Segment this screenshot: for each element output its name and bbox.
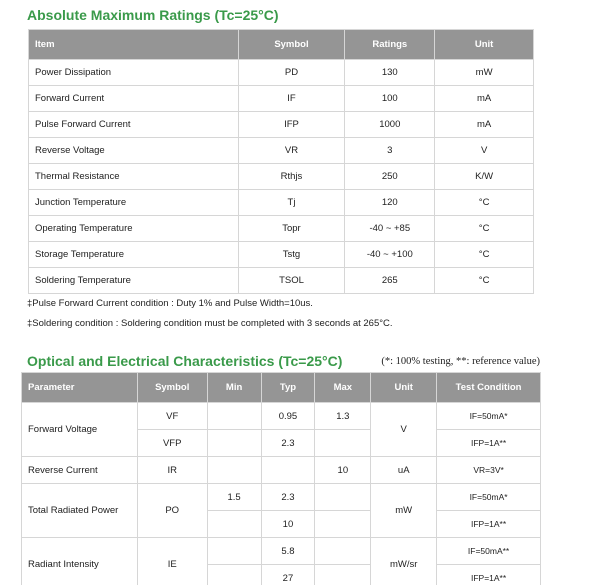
symbol-cell: VFP: [137, 430, 207, 457]
unit-cell: °C: [435, 242, 534, 268]
table-row: [22, 538, 541, 565]
param-radiant-intensity: Radiant Intensity: [22, 538, 138, 585]
typ-cell: 10: [261, 511, 315, 538]
min-cell: [207, 457, 261, 484]
absolute-max-ratings-title: Absolute Maximum Ratings (Tc=25°C): [27, 7, 279, 23]
symbol-cell: TSOL: [238, 268, 345, 294]
table-row: [29, 164, 534, 190]
rating-cell: 265: [345, 268, 435, 294]
header-parameter: Parameter: [22, 373, 138, 403]
min-cell: [207, 403, 261, 430]
symbol-cell: IFP: [238, 112, 345, 138]
unit-cell: °C: [435, 216, 534, 242]
test-condition-cell: IFP=1A**: [437, 565, 541, 585]
max-cell: 10: [315, 457, 371, 484]
table-row: [29, 138, 534, 164]
test-condition-cell: IF=50mA*: [437, 484, 541, 511]
min-cell: [207, 511, 261, 538]
testing-legend-note: (*: 100% testing, **: reference value): [381, 356, 540, 367]
table-row: [29, 112, 534, 138]
header-symbol: Symbol: [137, 373, 207, 403]
optical-electrical-title: Optical and Electrical Characteristics (Tc=25°C): [27, 353, 343, 369]
table-row: [29, 268, 534, 294]
symbol-cell: Tj: [238, 190, 345, 216]
param-reverse-current: Reverse Current: [22, 457, 138, 484]
symbol-cell: PO: [137, 484, 207, 538]
unit-cell: mW: [371, 484, 437, 538]
symbol-cell: Tstg: [238, 242, 345, 268]
rating-cell: 250: [345, 164, 435, 190]
header-item: Item: [29, 30, 239, 60]
absolute-max-ratings-table: [28, 29, 534, 294]
table-row: [29, 190, 534, 216]
param-total-radiated-power: Total Radiated Power: [22, 484, 138, 538]
header-unit: Unit: [371, 373, 437, 403]
typ-cell: 0.95: [261, 403, 315, 430]
max-cell: [315, 538, 371, 565]
header-test-condition: Test Condition: [437, 373, 541, 403]
typ-cell: 2.3: [261, 484, 315, 511]
rating-cell: 120: [345, 190, 435, 216]
header-unit: Unit: [435, 30, 534, 60]
rating-cell: -40 ~ +100: [345, 242, 435, 268]
item-cell: Reverse Voltage: [29, 138, 239, 164]
symbol-cell: IF: [238, 86, 345, 112]
rating-cell: 100: [345, 86, 435, 112]
symbol-cell: Topr: [238, 216, 345, 242]
typ-cell: 2.3: [261, 430, 315, 457]
min-cell: 1.5: [207, 484, 261, 511]
table-row: [29, 86, 534, 112]
unit-cell: mA: [435, 112, 534, 138]
typ-cell: [261, 457, 315, 484]
item-cell: Soldering Temperature: [29, 268, 239, 294]
header-min: Min: [207, 373, 261, 403]
symbol-cell: Rthjs: [238, 164, 345, 190]
typ-cell: 5.8: [261, 538, 315, 565]
optical-electrical-table: [21, 372, 541, 585]
table-row: [29, 242, 534, 268]
rating-cell: 3: [345, 138, 435, 164]
symbol-cell: IE: [137, 538, 207, 585]
max-cell: [315, 565, 371, 585]
min-cell: [207, 565, 261, 585]
table-row: [29, 216, 534, 242]
max-cell: 1.3: [315, 403, 371, 430]
param-forward-voltage: Forward Voltage: [22, 403, 138, 457]
unit-cell: K/W: [435, 164, 534, 190]
test-condition-cell: IFP=1A**: [437, 430, 541, 457]
unit-cell: mA: [435, 86, 534, 112]
table-row: [22, 484, 541, 511]
item-cell: Power Dissipation: [29, 60, 239, 86]
header-typ: Typ: [261, 373, 315, 403]
item-cell: Pulse Forward Current: [29, 112, 239, 138]
test-condition-cell: VR=3V*: [437, 457, 541, 484]
unit-cell: V: [371, 403, 437, 457]
unit-cell: mW: [435, 60, 534, 86]
unit-cell: uA: [371, 457, 437, 484]
footnote-pulse-forward-current: ‡Pulse Forward Current condition : Duty 1% and Pulse Width=10us.: [27, 298, 313, 309]
table-row: [29, 60, 534, 86]
table-row: [22, 403, 541, 430]
rating-cell: 1000: [345, 112, 435, 138]
rating-cell: 130: [345, 60, 435, 86]
symbol-cell: IR: [137, 457, 207, 484]
table-header-row: [22, 373, 541, 403]
test-condition-cell: IF=50mA*: [437, 403, 541, 430]
header-ratings: Ratings: [345, 30, 435, 60]
item-cell: Operating Temperature: [29, 216, 239, 242]
item-cell: Storage Temperature: [29, 242, 239, 268]
test-condition-cell: IFP=1A**: [437, 511, 541, 538]
min-cell: [207, 538, 261, 565]
symbol-cell: VR: [238, 138, 345, 164]
footnote-soldering-condition: ‡Soldering condition : Soldering condition must be completed with 3 seconds at 265°C.: [27, 318, 393, 329]
max-cell: [315, 511, 371, 538]
unit-cell: °C: [435, 268, 534, 294]
table-row: [22, 457, 541, 484]
item-cell: Forward Current: [29, 86, 239, 112]
symbol-cell: VF: [137, 403, 207, 430]
max-cell: [315, 430, 371, 457]
typ-cell: 27: [261, 565, 315, 585]
symbol-cell: PD: [238, 60, 345, 86]
min-cell: [207, 430, 261, 457]
unit-cell: °C: [435, 190, 534, 216]
header-symbol: Symbol: [238, 30, 345, 60]
test-condition-cell: IF=50mA**: [437, 538, 541, 565]
header-max: Max: [315, 373, 371, 403]
max-cell: [315, 484, 371, 511]
rating-cell: -40 ~ +85: [345, 216, 435, 242]
unit-cell: V: [435, 138, 534, 164]
table-header-row: [29, 30, 534, 60]
item-cell: Thermal Resistance: [29, 164, 239, 190]
item-cell: Junction Temperature: [29, 190, 239, 216]
unit-cell: mW/sr: [371, 538, 437, 585]
